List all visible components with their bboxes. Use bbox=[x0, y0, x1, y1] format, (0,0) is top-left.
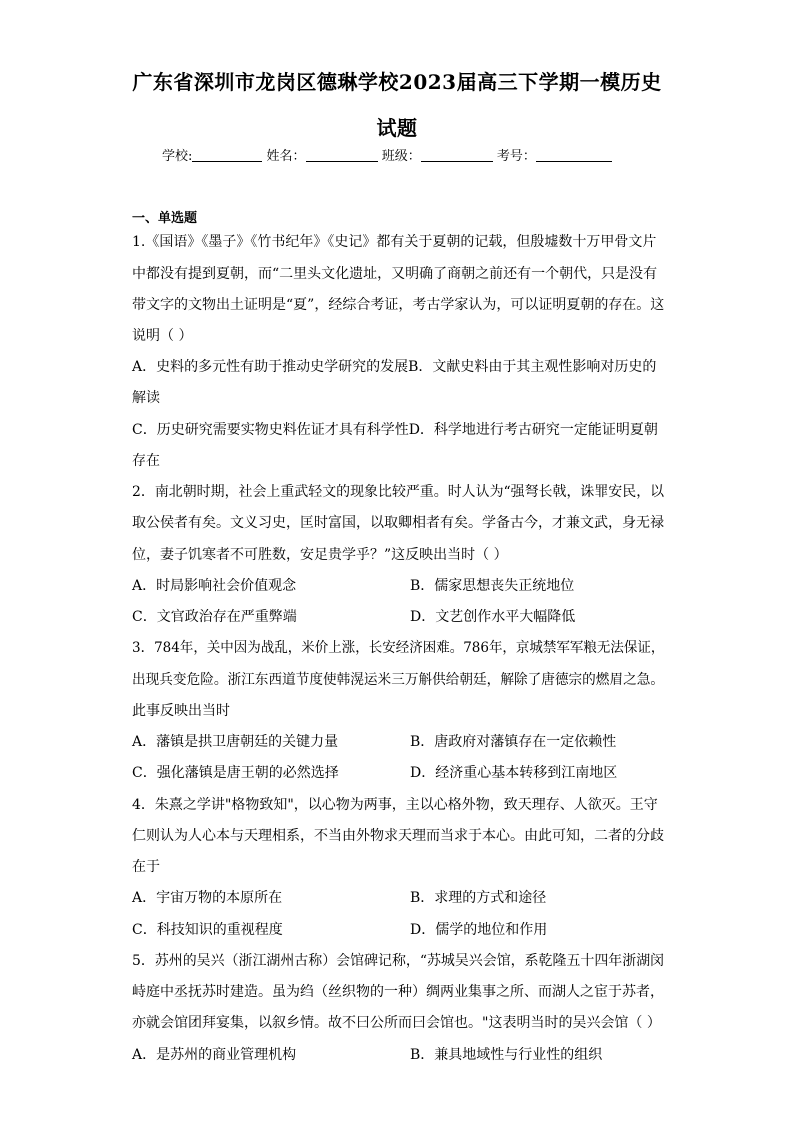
exam-number-label: 考号： bbox=[496, 149, 536, 164]
question-4-option-c: C．科技知识的重视程度 bbox=[132, 922, 283, 938]
question-4-option-b: B．求理的方式和途径 bbox=[410, 890, 547, 906]
question-2-option-b: B．儒家思想丧失正统地位 bbox=[410, 578, 575, 594]
question-1-line: 1.《国语》《墨子》《竹书纪年》《史记》都有关于夏朝的记载，但殷墟数十万甲骨文片 bbox=[132, 234, 657, 250]
name-label: 姓名： bbox=[266, 149, 306, 164]
question-1-option-b-cont: 解读 bbox=[132, 390, 160, 406]
document-title-line-2: 试题 bbox=[376, 116, 418, 140]
question-1-option-cd: C．历史研究需要实物史料佐证才具有科学性D．科学地进行考古研究一定能证明夏朝 bbox=[132, 422, 658, 438]
question-3-line: 此事反映出当时 bbox=[132, 703, 230, 719]
question-2-line: 位，妻子饥寒者不可胜数，安足贵学乎？”这反映出当时（ ） bbox=[132, 547, 508, 563]
question-2-line: 2．南北朝时期，社会上重武轻文的现象比较严重。时人认为“强弩长戟，诛罪安民，以 bbox=[132, 484, 665, 500]
question-3-option-b: B．唐政府对藩镇存在一定依赖性 bbox=[410, 734, 617, 750]
question-5-option-b: B．兼具地域性与行业性的组织 bbox=[410, 1047, 603, 1063]
class-label: 班级： bbox=[381, 149, 421, 164]
student-info-row bbox=[162, 145, 612, 164]
question-5-option-a: A．是苏州的商业管理机构 bbox=[132, 1047, 297, 1063]
question-3-option-c: C．强化藩镇是唐王朝的必然选择 bbox=[132, 765, 339, 781]
class-blank bbox=[421, 148, 493, 162]
question-3-option-a: A．藩镇是拱卫唐朝廷的关键力量 bbox=[132, 734, 339, 750]
question-5-line: 5．苏州的吴兴（浙江湖州古称）会馆碑记称，“苏城吴兴会馆，系乾隆五十四年浙湖闵 bbox=[132, 953, 665, 969]
question-2-option-c: C．文官政治存在严重弊端 bbox=[132, 609, 297, 625]
name-blank bbox=[306, 148, 378, 162]
question-3-line: 出现兵变危险。浙江东西道节度使韩滉运米三万斛供给朝廷，解除了唐德宗的燃眉之急。 bbox=[132, 672, 665, 688]
question-4-line: 4．朱熹之学讲"格物致知"，以心物为两事，主以心格外物，致天理存、人欲灭。王守 bbox=[132, 797, 658, 813]
school-blank bbox=[192, 148, 262, 162]
question-4-line: 在于 bbox=[132, 859, 160, 875]
question-4-line: 仁则认为人心本与天理相系，不当由外物求天理而当求于本心。由此可知，二者的分歧 bbox=[132, 828, 664, 844]
question-4-option-a: A．宇宙万物的本原所在 bbox=[132, 890, 283, 906]
question-2-option-d: D．文艺创作水平大幅降低 bbox=[410, 609, 576, 625]
question-2-line: 取公侯者有矣。文义习史，匡时富国，以取卿相者有矣。学备古今，才兼文武，身无禄 bbox=[132, 515, 664, 531]
exam-number-blank bbox=[536, 148, 612, 162]
question-1-option-ab: A．史料的多元性有助于推动史学研究的发展B．文献史料由于其主观性影响对历史的 bbox=[132, 359, 657, 375]
question-1-line: 说明（ ） bbox=[132, 328, 193, 344]
question-2-option-a: A．时局影响社会价值观念 bbox=[132, 578, 297, 594]
question-1-line: 带文字的文物出土证明是“夏”，经综合考证，考古学家认为，可以证明夏朝的存在。这 bbox=[132, 297, 665, 313]
question-1-line: 中都没有提到夏朝，而“二里头文化遗址，又明确了商朝之前还有一个朝代，只是没有 bbox=[132, 266, 658, 282]
section-title: 一、单选题 bbox=[132, 211, 198, 226]
question-3-line: 3．784年，关中因为战乱，米价上涨，长安经济困难。786年，京城禁军军粮无法保证， bbox=[132, 640, 665, 656]
school-label: 学校: bbox=[162, 149, 193, 164]
document-title-line-1: 广东省深圳市龙岗区德琳学校2023届高三下学期一模历史 bbox=[132, 70, 662, 94]
question-4-option-d: D．儒学的地位和作用 bbox=[410, 922, 548, 938]
question-5-line: 亦就会馆团拜宴集，以叙乡情。故不曰公所而曰会馆也。"这表明当时的吴兴会馆（ ） bbox=[132, 1015, 661, 1031]
question-5-line: 峙庭中丞抚苏时建造。虽为绉（丝织物的一种）绸两业集事之所、而湖人之宦于苏者， bbox=[132, 984, 664, 1000]
question-1-option-d-cont: 存在 bbox=[132, 453, 160, 469]
question-3-option-d: D．经济重心基本转移到江南地区 bbox=[410, 765, 618, 781]
